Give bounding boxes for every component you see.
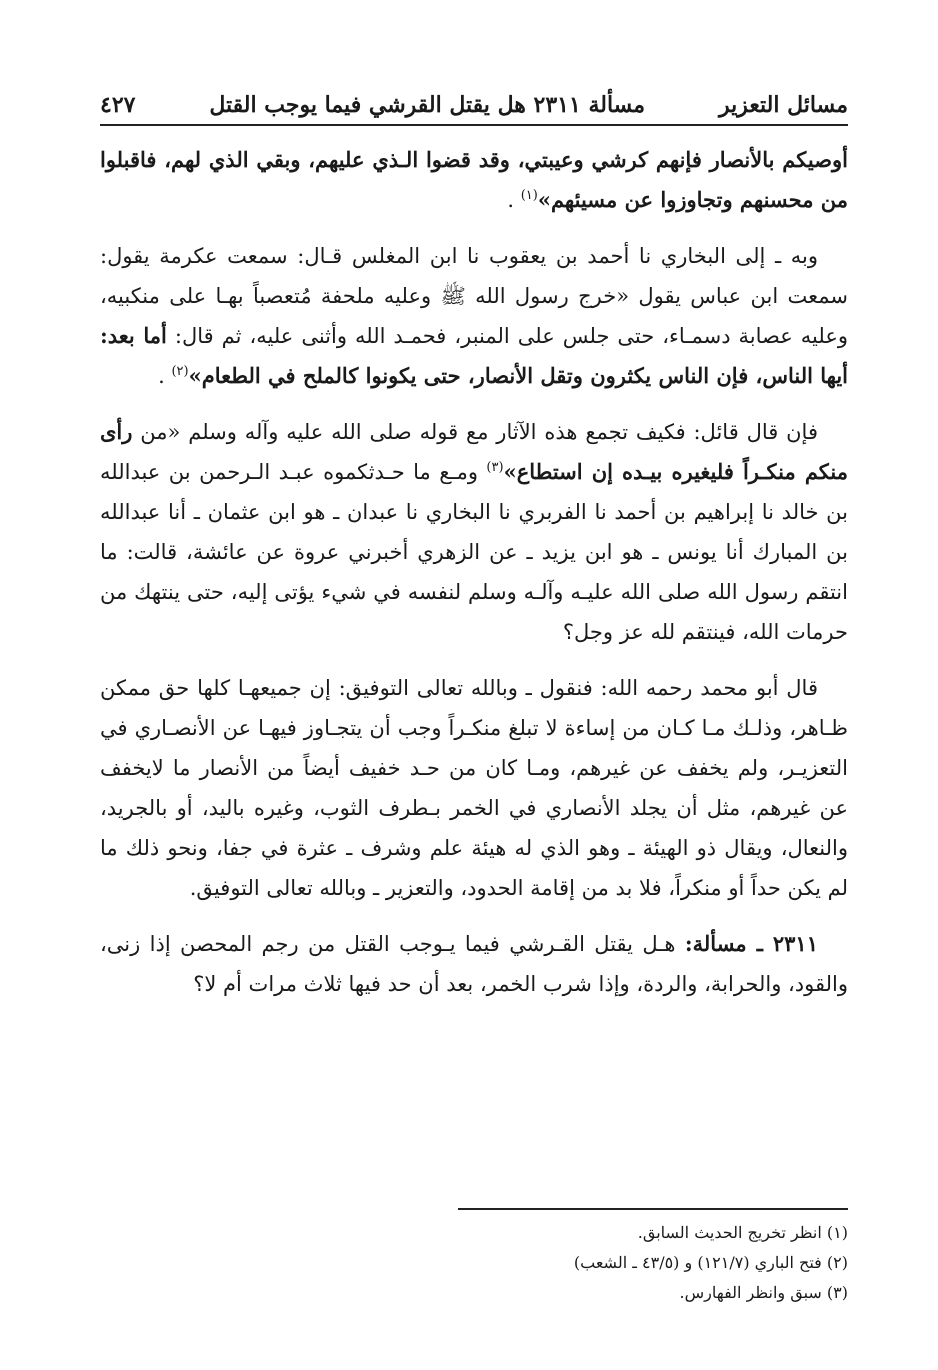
main-text xyxy=(100,140,848,1004)
paragraph-1 xyxy=(100,140,848,220)
paragraph-4 xyxy=(100,668,848,908)
narration-text: وبه ـ إلى البخاري نا أحمد بن يعقوب نا ابن المغلس قـال: سمعت عكرمة يقول: سمعت ابن عباس يقول «خرج رسول الله ﷺ وعليه ملحفة مُتعصباً بهـا على منكبيه، وعليه عصابة دسمـاء، حتى جلس على المنبر، فحمـد الله وأثنى عليه، ثم قال: xyxy=(100,244,849,348)
footnote-1: (١) انظر تخريج الحديث السابق. xyxy=(637,1223,848,1242)
footnote-ref-2: (٢) xyxy=(171,364,189,379)
paragraph-3 xyxy=(100,412,848,652)
paragraph-2 xyxy=(100,236,848,396)
narration-text: ومـع ما حـدثكموه عبـد الـرحمن بن عبدالله بن خالد نا إبراهيم بن أحمد نا الفربري نا البخاري نا عبدان ـ هو ابن عثمان ـ أنا عبدالله بن المبارك أنا يونس ـ هو ابن يزيد ـ عن الزهري أخبرني عروة عن عائشة، قالت: ما انتقم رسول الله صلى الله عليـه وآلـه وسلم لنفسه في شيء يؤتى إليه، حتى ينتهك من حرمات الله، فينتقم لله عز وجل؟ xyxy=(100,460,849,644)
book-title: مسائل التعزير xyxy=(718,92,848,118)
footnote-ref-3: (٣) xyxy=(486,460,504,475)
paragraph-end: . xyxy=(158,364,172,388)
footnotes xyxy=(100,1208,848,1308)
issue-title: مسألة ٢٣١١ هل يقتل القرشي فيما يوجب القتل xyxy=(209,92,646,118)
footnote-ref-1: (١) xyxy=(520,188,538,203)
footnote-2: (٢) فتح الباري (١٢١/٧) و (٤٣/٥ ـ الشعب) xyxy=(573,1253,848,1272)
page xyxy=(100,92,848,1020)
hadith-text: أما بعد: أيها الناس، فإن الناس يكثرون وتقل الأنصار، حتى يكونوا كالملح في الطعام» xyxy=(100,323,848,388)
question-text: فإن قال قائل: فكيف تجمع هذه الآثار مع قوله صلى الله عليه وآله وسلم «من xyxy=(132,420,818,444)
footnote-3: (٣) سبق وانظر الفهارس. xyxy=(679,1283,848,1302)
paragraph-5 xyxy=(100,924,848,1004)
issue-text: هـل يقتل القـرشي فيما يـوجب القتل من رجم المحصن إذا زنى، والقود، والحرابة، والردة، وإذا شرب الخمر، بعد أن حد فيها ثلاث مرات أم لا؟ xyxy=(100,932,848,996)
hadith-text: أوصيكم بالأنصار فإنهم كرشي وعيبتي، وقد قضوا الـذي عليهم، وبقي الذي لهم، فاقبلوا من محسنهم وتجاوزوا عن مسيئهم» xyxy=(100,147,848,212)
paragraph-end: . xyxy=(507,188,521,212)
page-number: ٤٢٧ xyxy=(100,92,136,118)
hadith-text: رأى منكم منكـراً فليغيره بيـده إن استطاع» xyxy=(100,419,848,484)
footnote-divider xyxy=(458,1208,848,1210)
running-header xyxy=(100,92,848,126)
issue-label: ٢٣١١ ـ مسألة: xyxy=(684,931,818,956)
answer-text: قال أبو محمد رحمه الله: فنقول ـ وبالله تعالى التوفيق: إن جميعهـا كلها حق ممكن ظـاهر، وذلـك مـا كـان من إساءة لا تبلغ منكـراً وجب أن يتجـاوز فيهـا عن الأنصـاري في التعزيـر، ولم يخفف عن غيرهم، ومـا كان من حـد خفيف أيضاً من الأنصار ما لايخفف عن غيرهم، مثل أن يجلد الأنصاري في الخمر بـطرف الثوب، وغيره باليد، أو بالجريد، والنعال، ويقال ذو الهيئة ـ وهو الذي له هيئة علم وشرف ـ عثرة في جفا، ونحو ذلك ما لم يكن حداً أو منكراً، فلا بد من إقامة الحدود، والتعزير ـ وبالله تعالى التوفيق. xyxy=(100,676,848,900)
